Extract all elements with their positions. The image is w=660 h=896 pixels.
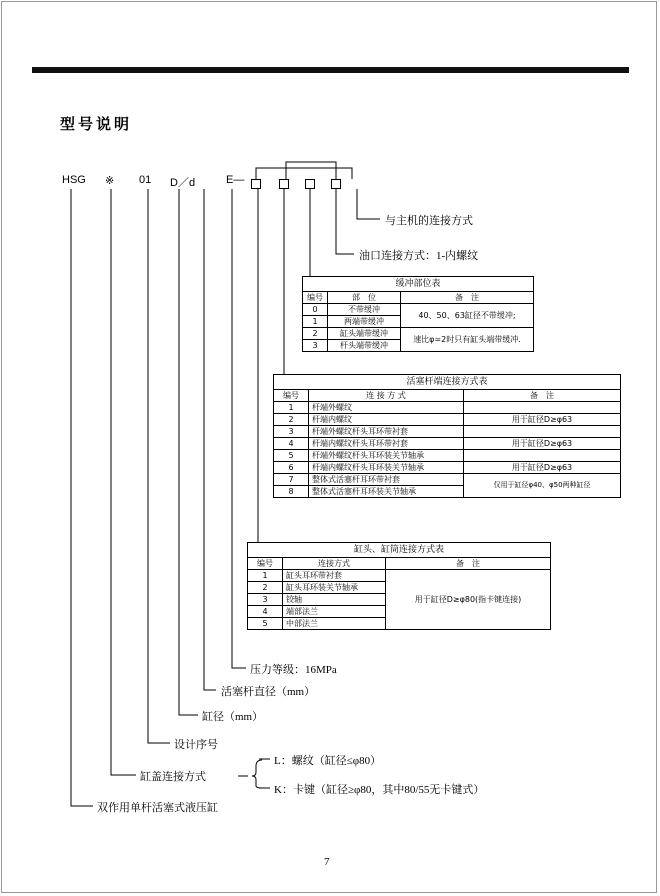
table-row: 用于缸径D≥φ63 bbox=[464, 414, 621, 426]
table-row: 6 bbox=[274, 462, 309, 474]
table-row: 杆端内螺纹 bbox=[309, 414, 464, 426]
code-series: 01 bbox=[139, 174, 152, 186]
table-row: 2 bbox=[274, 414, 309, 426]
label-design-no: 设计序号 bbox=[174, 739, 218, 751]
table-row: 3 bbox=[248, 594, 283, 606]
label-bore: 缸径（mm） bbox=[202, 711, 264, 723]
rod-table bbox=[273, 374, 621, 498]
label-connection-main: 与主机的连接方式 bbox=[385, 215, 473, 227]
table-row: 5 bbox=[248, 618, 283, 630]
table-row: 5 bbox=[274, 450, 309, 462]
table-row: 8 bbox=[274, 486, 309, 498]
rod-header-note: 备 注 bbox=[464, 390, 621, 402]
label-cover-connection: 缸盖连接方式 bbox=[140, 771, 206, 783]
table-row: 中部法兰 bbox=[283, 618, 386, 630]
head-note: 用于缸径D≥φ80(指卡键连接) bbox=[386, 570, 551, 630]
table-row: 杆头端带缓冲 bbox=[328, 340, 401, 352]
table-row: 杆端外螺纹杆头耳环带衬套 bbox=[309, 426, 464, 438]
table-row: 不带缓冲 bbox=[328, 304, 401, 316]
buffer-table-title: 缓冲部位表 bbox=[303, 277, 534, 292]
table-row: 缸头端带缓冲 bbox=[328, 328, 401, 340]
table-row: 缸头耳环带衬套 bbox=[283, 570, 386, 582]
code-star: ※ bbox=[105, 175, 115, 187]
table-row: 2 bbox=[303, 328, 328, 340]
rod-table-title: 活塞杆端连接方式表 bbox=[274, 375, 621, 390]
label-oil-port: 油口连接方式：1-内螺纹 bbox=[359, 250, 479, 262]
page-number: 7 bbox=[324, 856, 330, 868]
label-pressure: 压力等级：16MPa bbox=[250, 664, 337, 676]
rod-header-no: 编号 bbox=[274, 390, 309, 402]
buffer-note-2: 速比φ=2时只有缸头端带缓冲. bbox=[401, 328, 534, 352]
label-cylinder-type: 双作用单杆活塞式液压缸 bbox=[97, 802, 218, 814]
table-row: 杆端外螺纹杆头耳环装关节轴承 bbox=[309, 450, 464, 462]
table-row: 杆端内螺纹杆头耳环带衬套 bbox=[309, 438, 464, 450]
rod-note-78: 仅用于缸径φ40、φ50两种缸径 bbox=[464, 474, 621, 498]
table-row: 杆端外螺纹 bbox=[309, 402, 464, 414]
table-row: 两端带缓冲 bbox=[328, 316, 401, 328]
rod-header-method: 连 接 方 式 bbox=[309, 390, 464, 402]
table-row: 3 bbox=[274, 426, 309, 438]
table-row: 4 bbox=[248, 606, 283, 618]
table-row: 1 bbox=[248, 570, 283, 582]
label-rod-diameter: 活塞杆直径（mm） bbox=[221, 686, 316, 698]
table-row bbox=[464, 450, 621, 462]
buffer-header-no: 编号 bbox=[303, 292, 328, 304]
buffer-header-note: 备 注 bbox=[401, 292, 534, 304]
buffer-note-1: 40、50、63缸径不带缓冲; bbox=[401, 304, 534, 328]
label-cover-k: K：卡键（缸径≥φ80，其中80/55无卡键式） bbox=[274, 784, 485, 796]
head-header-note: 备 注 bbox=[386, 558, 551, 570]
table-row: 杆端内螺纹杆头耳环装关节轴承 bbox=[309, 462, 464, 474]
code-hsg: HSG bbox=[62, 174, 86, 186]
buffer-table bbox=[302, 276, 534, 352]
head-header-method: 连接方式 bbox=[283, 558, 386, 570]
table-row bbox=[464, 426, 621, 438]
table-row: 1 bbox=[274, 402, 309, 414]
table-row: 2 bbox=[248, 582, 283, 594]
table-row: 3 bbox=[303, 340, 328, 352]
table-row: 1 bbox=[303, 316, 328, 328]
code-d: D／d bbox=[170, 177, 196, 189]
section-title: 型号说明 bbox=[60, 115, 133, 133]
head-table-title: 缸头、缸筒连接方式表 bbox=[248, 543, 551, 558]
table-row: 0 bbox=[303, 304, 328, 316]
buffer-header-part: 部 位 bbox=[328, 292, 401, 304]
table-row: 用于缸径D≥φ63 bbox=[464, 462, 621, 474]
table-row: 整体式活塞杆耳环带衬套 bbox=[309, 474, 464, 486]
table-row: 缸头耳环装关节轴承 bbox=[283, 582, 386, 594]
table-row: 端部法兰 bbox=[283, 606, 386, 618]
head-header-no: 编号 bbox=[248, 558, 283, 570]
table-row: 4 bbox=[274, 438, 309, 450]
table-row: 整体式活塞杆耳环装关节轴承 bbox=[309, 486, 464, 498]
table-row: 7 bbox=[274, 474, 309, 486]
head-table bbox=[247, 542, 551, 630]
label-cover-l: L：螺纹（缸径≤φ80） bbox=[274, 755, 382, 767]
table-row: 铰轴 bbox=[283, 594, 386, 606]
table-row bbox=[464, 402, 621, 414]
code-e: E— bbox=[226, 174, 245, 186]
table-row: 用于缸径D≥φ63 bbox=[464, 438, 621, 450]
